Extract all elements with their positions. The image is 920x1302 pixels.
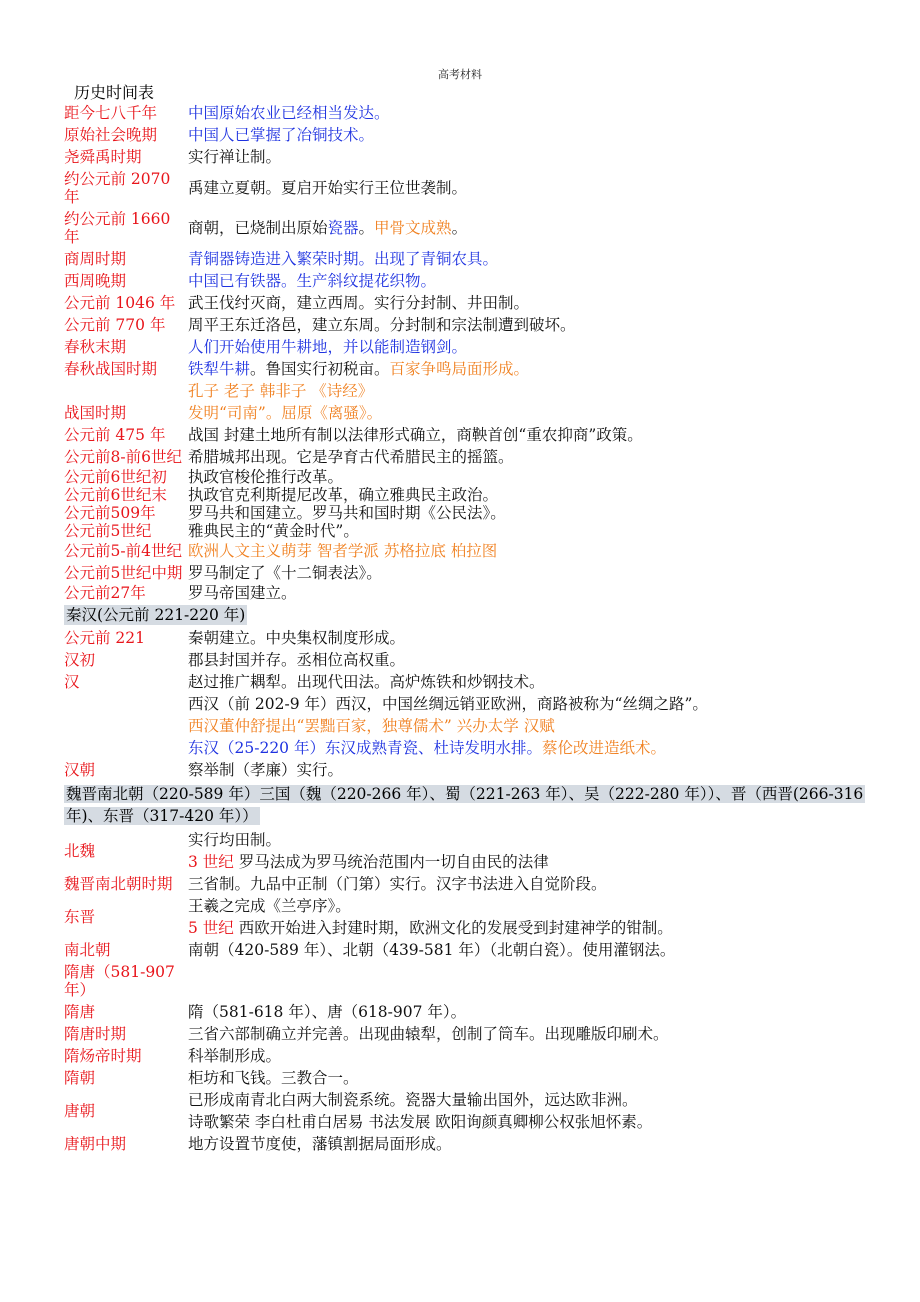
- timeline-event-text: [188, 468, 864, 486]
- section-header-weijin: [64, 783, 864, 827]
- timeline-event-text: [188, 272, 864, 290]
- entry-text-segment: 铁犁牛耕: [188, 360, 251, 378]
- entry-text-segment: 5 世纪: [188, 919, 234, 937]
- timeline-event-text: [188, 761, 864, 779]
- timeline-date-label: 约公元前 2070 年: [64, 170, 171, 206]
- entry-text-segment: 罗马共和国建立。罗马共和国时期《公民法》。: [188, 504, 506, 522]
- timeline-row: [64, 522, 864, 540]
- timeline-block-weijin-tang: [64, 829, 864, 1155]
- section-title-qinhan: 秦汉(公元前 221-220 年): [66, 606, 246, 624]
- entry-text-segment: 希腊城邦出现。它是孕育古代希腊民主的摇篮。: [188, 448, 514, 466]
- timeline-date-label: 西周晚期: [64, 272, 127, 290]
- timeline-event-text: [188, 486, 864, 504]
- timeline-row: [64, 468, 864, 486]
- timeline-date-label: 公元前6世纪初: [64, 468, 167, 486]
- timeline-row: [64, 1133, 864, 1155]
- timeline-date-label: 公元前8-前6世纪: [64, 448, 182, 466]
- entry-text-segment: 人们开始使用牛耕地，并以能制造钢剑。: [188, 338, 468, 356]
- entry-text-segment: 孔子 老子 韩非子 《诗经》: [188, 382, 374, 400]
- entry-text-segment: 实行禅让制。: [188, 148, 282, 166]
- timeline-event-subline: [188, 853, 864, 871]
- page-header: 高考材料: [438, 68, 482, 81]
- entry-text-segment: 蔡伦改进造纸术。: [541, 739, 666, 757]
- entry-text-segment: 郡县封国并存。丞相位高权重。: [188, 651, 406, 669]
- timeline-date-label: 尧舜禹时期: [64, 148, 142, 166]
- timeline-row: [64, 446, 864, 468]
- timeline-date-label: 唐朝中期: [64, 1135, 127, 1153]
- timeline-block-qinhan: [64, 627, 864, 781]
- timeline-event-text: [188, 104, 864, 122]
- timeline-row: [64, 1023, 864, 1045]
- timeline-event-text: [188, 404, 864, 422]
- entry-text-segment: 南朝（420-589 年）、北朝（439-581 年）（北朝白瓷）。使用灌钢法。: [188, 941, 676, 959]
- timeline-date-label: 隋唐: [64, 1003, 96, 1021]
- timeline-event-text: [188, 504, 864, 522]
- entry-text-segment: 禹建立夏朝。夏启开始实行王位世袭制。: [188, 179, 468, 197]
- entry-text-segment: 执政官克利斯提尼改革，确立雅典民主政治。: [188, 486, 499, 504]
- timeline-event-text: [188, 564, 864, 582]
- section-header-qinhan: [64, 602, 864, 627]
- timeline-event-text: [188, 338, 864, 356]
- timeline-row: [64, 402, 864, 424]
- entry-text-segment: 。鲁国实行初税亩。: [250, 360, 390, 378]
- entry-text-segment: 科举制形成。: [188, 1047, 282, 1065]
- timeline-event-text: [188, 448, 864, 466]
- timeline-event-text: [188, 1003, 864, 1021]
- timeline-row: [64, 737, 864, 759]
- timeline-event-text: [188, 219, 864, 237]
- timeline-event-text: [188, 1025, 864, 1043]
- timeline-date-label: 公元前 221: [64, 629, 146, 647]
- timeline-date-label: 公元前5-前4世纪: [64, 542, 182, 560]
- timeline-date-label: 东晋: [64, 908, 96, 926]
- timeline-row: [64, 961, 864, 1001]
- timeline-date-label: 北魏: [64, 842, 96, 860]
- timeline-row: [64, 540, 864, 562]
- timeline-date-label: 隋唐（581-907 年）: [64, 963, 175, 999]
- timeline-row: [64, 939, 864, 961]
- timeline-row: [64, 292, 864, 314]
- entry-text-segment: 甲骨文成熟: [374, 219, 452, 237]
- entry-text-segment: 百家争鸣局面形成。: [389, 360, 530, 378]
- entry-text-segment: 西汉董仲舒提出“罢黜百家，独尊儒术” 兴办太学 汉赋: [188, 717, 555, 735]
- timeline-event-text: [188, 897, 864, 937]
- entry-text-segment: 赵过推广耦犁。出现代田法。高炉炼铁和炒钢技术。: [188, 673, 545, 691]
- timeline-event-text: [188, 1069, 864, 1087]
- timeline-row: [64, 336, 864, 358]
- entry-text-segment: 东汉（25-220 年）东汉成熟青瓷、杜诗发明水排。: [188, 739, 542, 757]
- timeline-row: [64, 208, 864, 248]
- timeline-event-text: [188, 695, 864, 713]
- timeline-event-text: [188, 542, 864, 560]
- timeline-row: [64, 486, 864, 504]
- timeline-row: [64, 504, 864, 522]
- timeline-block-ancient: [64, 102, 864, 602]
- timeline-row: [64, 314, 864, 336]
- timeline-event-text: [188, 584, 864, 602]
- timeline-content: [64, 102, 864, 1155]
- entry-text-segment: 西汉（前 202-9 年）西汉，中国丝绸远销亚欧洲，商路被称为“丝绸之路”。: [188, 695, 708, 713]
- entry-text-segment: 罗马制定了《十二铜表法》。: [188, 564, 382, 582]
- timeline-row: [64, 693, 864, 715]
- timeline-row: [64, 358, 864, 380]
- timeline-row: [64, 627, 864, 649]
- entry-text-segment: 察举制（孝廉）实行。: [188, 761, 344, 779]
- timeline-event-text: [188, 148, 864, 166]
- timeline-row: [64, 380, 864, 402]
- timeline-event-subline: [188, 1113, 864, 1131]
- timeline-date-label: 约公元前 1660 年: [64, 210, 171, 246]
- timeline-date-label: 汉朝: [64, 761, 96, 779]
- timeline-date-label: 魏晋南北朝时期: [64, 875, 173, 893]
- timeline-row: [64, 584, 864, 602]
- timeline-date-label: 汉初: [64, 651, 96, 669]
- entry-text-segment: 柜坊和飞钱。三教合一。: [188, 1069, 359, 1087]
- timeline-row: [64, 146, 864, 168]
- timeline-row: [64, 759, 864, 781]
- timeline-date-label: 公元前27年: [64, 584, 146, 602]
- entry-text-segment: 战国 封建土地所有制以法律形式确立，商鞅首创“重农抑商”政策。: [188, 426, 643, 444]
- timeline-row: [64, 895, 864, 939]
- timeline-date-label: 原始社会晚期: [64, 126, 158, 144]
- entry-text-segment: 中国人已掌握了冶铜技术。: [188, 126, 375, 144]
- timeline-date-label: 隋唐时期: [64, 1025, 127, 1043]
- timeline-row: [64, 270, 864, 292]
- timeline-row: [64, 649, 864, 671]
- entry-text-segment: 。: [358, 219, 375, 237]
- timeline-row: [64, 1089, 864, 1133]
- entry-text-segment: 发明“司南”。屈原《离骚》。: [188, 404, 383, 422]
- entry-text-segment: 青铜器铸造进入繁荣时期。出现了青铜农具。: [188, 250, 499, 268]
- timeline-row: [64, 248, 864, 270]
- timeline-row: [64, 873, 864, 895]
- timeline-event-text: [188, 294, 864, 312]
- timeline-date-label: 公元前5世纪: [64, 522, 152, 540]
- timeline-date-label: 距今七八千年: [64, 104, 158, 122]
- entry-text-segment: 三省制。九品中正制（门第）实行。汉字书法进入自觉阶段。: [188, 875, 607, 893]
- timeline-event-text: [188, 831, 864, 871]
- entry-text-segment: 中国原始农业已经相当发达。: [188, 104, 390, 122]
- timeline-row: [64, 829, 864, 873]
- timeline-event-text: [188, 179, 864, 197]
- timeline-event-text: [188, 126, 864, 144]
- timeline-event-subline: [188, 919, 864, 937]
- timeline-event-text: [188, 250, 864, 268]
- timeline-row: [64, 424, 864, 446]
- entry-text-segment: 诗歌繁荣 李白杜甫白居易 书法发展 欧阳询颜真卿柳公权张旭怀素。: [188, 1113, 653, 1131]
- entry-text-segment: 执政官梭伦推行改革。: [188, 468, 344, 486]
- timeline-date-label: 公元前 475 年: [64, 426, 166, 444]
- timeline-event-text: [188, 1135, 864, 1153]
- timeline-date-label: 春秋末期: [64, 338, 127, 356]
- timeline-date-label: 隋炀帝时期: [64, 1047, 142, 1065]
- timeline-date-label: 唐朝: [64, 1102, 96, 1120]
- entry-text-segment: 罗马帝国建立。: [188, 584, 297, 602]
- timeline-date-label: 隋朝: [64, 1069, 96, 1087]
- timeline-event-text: [188, 739, 864, 757]
- entry-text-segment: 武王伐纣灭商，建立西周。实行分封制、井田制。: [188, 294, 530, 312]
- timeline-event-text: [188, 651, 864, 669]
- timeline-date-label: 商周时期: [64, 250, 127, 268]
- timeline-row: [64, 124, 864, 146]
- timeline-date-label: 春秋战国时期: [64, 360, 158, 378]
- timeline-date-label: 战国时期: [64, 404, 127, 422]
- timeline-event-text: [188, 1091, 864, 1131]
- timeline-event-text: [188, 426, 864, 444]
- timeline-event-text: [188, 382, 864, 400]
- entry-text-segment: 三省六部制确立并完善。出现曲辕犁，创制了筒车。出现雕版印刷术。: [188, 1025, 669, 1043]
- timeline-row: [64, 562, 864, 584]
- timeline-event-text: [188, 941, 864, 959]
- timeline-date-label: 公元前 1046 年: [64, 294, 176, 312]
- entry-text-segment: 罗马法成为罗马统治范围内一切自由民的法律: [233, 853, 549, 871]
- timeline-event-text: [188, 629, 864, 647]
- timeline-event-text: [188, 316, 864, 334]
- entry-text-segment: 。: [451, 219, 468, 237]
- timeline-row: [64, 1001, 864, 1023]
- timeline-row: [64, 1045, 864, 1067]
- timeline-date-label: 公元前509年: [64, 504, 156, 522]
- timeline-date-label: 公元前5世纪中期: [64, 564, 183, 582]
- entry-text-segment: 商朝，已烧制出原始: [188, 219, 328, 237]
- timeline-row: [64, 715, 864, 737]
- entry-text-segment: 实行均田制。: [188, 831, 282, 849]
- entry-text-segment: 3 世纪: [188, 853, 234, 871]
- entry-text-segment: 已形成南青北白两大制瓷系统。瓷器大量输出国外，远达欧非洲。: [188, 1091, 638, 1109]
- timeline-row: [64, 1067, 864, 1089]
- timeline-row: [64, 102, 864, 124]
- entry-text-segment: 西欧开始进入封建时期，欧洲文化的发展受到封建神学的钳制。: [233, 919, 673, 937]
- section-title-weijin: 魏晋南北朝（220-589 年）三国（魏（220-266 年）、蜀（221-263 年）、吴（222-280 年））、晋（西晋(266-316 年)、东晋（317-420 年））: [66, 785, 864, 825]
- timeline-event-text: [188, 522, 864, 540]
- entry-text-segment: 雅典民主的“黄金时代”。: [188, 522, 359, 540]
- entry-text-segment: 瓷器: [327, 219, 359, 237]
- timeline-date-label: 公元前6世纪末: [64, 486, 167, 504]
- timeline-row: [64, 671, 864, 693]
- timeline-event-text: [188, 875, 864, 893]
- entry-text-segment: 中国已有铁器。生产斜纹提花织物。: [188, 272, 437, 290]
- entry-text-segment: 欧洲人文主义萌芽 智者学派 苏格拉底 柏拉图: [188, 542, 498, 560]
- entry-text-segment: 隋（581-618 年）、唐（618-907 年）。: [188, 1003, 467, 1021]
- timeline-row: [64, 168, 864, 208]
- entry-text-segment: 周平王东迁洛邑，建立东周。分封制和宗法制遭到破坏。: [188, 316, 576, 334]
- timeline-date-label: 公元前 770 年: [64, 316, 166, 334]
- document-title: 历史时间表: [74, 83, 155, 102]
- entry-text-segment: 王羲之完成《兰亭序》。: [188, 897, 351, 915]
- timeline-date-label: 汉: [64, 673, 80, 691]
- timeline-date-label: 南北朝: [64, 941, 111, 959]
- timeline-event-text: [188, 1047, 864, 1065]
- entry-text-segment: 地方设置节度使，藩镇割据局面形成。: [188, 1135, 452, 1153]
- timeline-event-text: [188, 717, 864, 735]
- timeline-event-text: [188, 673, 864, 691]
- timeline-event-text: [188, 360, 864, 378]
- entry-text-segment: 秦朝建立。中央集权制度形成。: [188, 629, 406, 647]
